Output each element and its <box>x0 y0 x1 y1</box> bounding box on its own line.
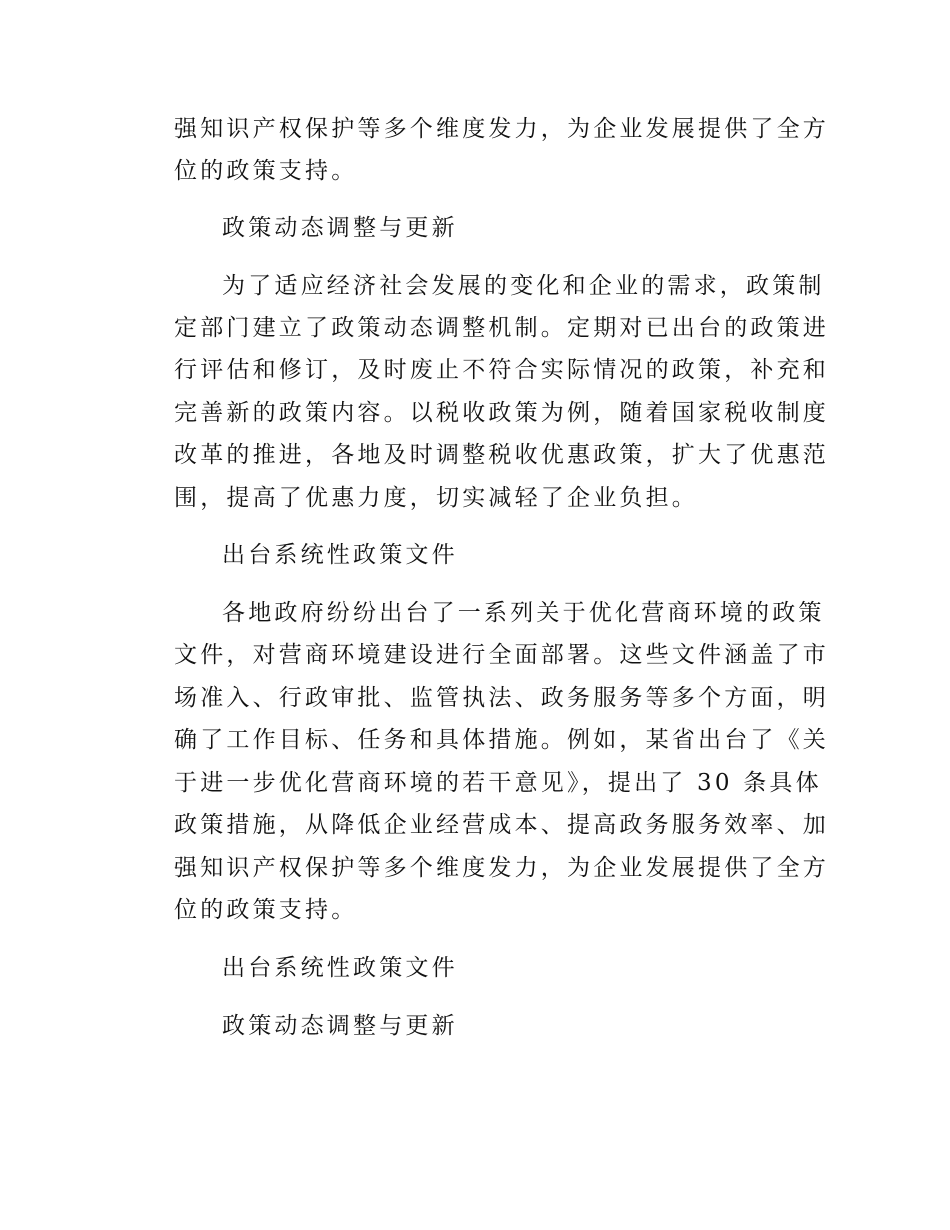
section-heading: 政策动态调整与更新 <box>222 215 458 241</box>
paragraph-line: 场准入、行政审批、监管执法、政务服务等多个方面，明 <box>174 685 829 711</box>
section-heading: 政策动态调整与更新 <box>222 1013 458 1039</box>
paragraph-line: 于进一步优化营商环境的若干意见》，提出了 30 条具体 <box>174 770 822 796</box>
paragraph-line: 政策措施，从降低企业经营成本、提高政务服务效率、加 <box>174 812 829 838</box>
paragraph-line: 位的政策支持。 <box>174 158 358 184</box>
section-heading: 出台系统性政策文件 <box>222 542 458 568</box>
paragraph-line: 确了工作目标、任务和具体措施。例如，某省出台了《关 <box>174 727 829 753</box>
paragraph-line: 改革的推进，各地及时调整税收优惠政策，扩大了优惠范 <box>174 442 829 468</box>
paragraph-line: 为了适应经济社会发展的变化和企业的需求，政策制 <box>222 273 825 299</box>
paragraph-line: 强知识产权保护等多个维度发力，为企业发展提供了全方 <box>174 116 829 142</box>
paragraph-line: 文件，对营商环境建设进行全面部署。这些文件涵盖了市 <box>174 642 829 668</box>
section-heading: 出台系统性政策文件 <box>222 955 458 981</box>
paragraph-line: 各地政府纷纷出台了一系列关于优化营商环境的政策 <box>222 600 825 626</box>
paragraph-line: 围，提高了优惠力度，切实减轻了企业负担。 <box>174 485 698 511</box>
paragraph-line: 定部门建立了政策动态调整机制。定期对已出台的政策进 <box>174 315 829 341</box>
paragraph-line: 行评估和修订，及时废止不符合实际情况的政策，补充和 <box>174 357 829 383</box>
paragraph-line: 完善新的政策内容。以税收政策为例，随着国家税收制度 <box>174 400 829 426</box>
paragraph-line: 位的政策支持。 <box>174 897 358 923</box>
paragraph-line: 强知识产权保护等多个维度发力，为企业发展提供了全方 <box>174 855 829 881</box>
